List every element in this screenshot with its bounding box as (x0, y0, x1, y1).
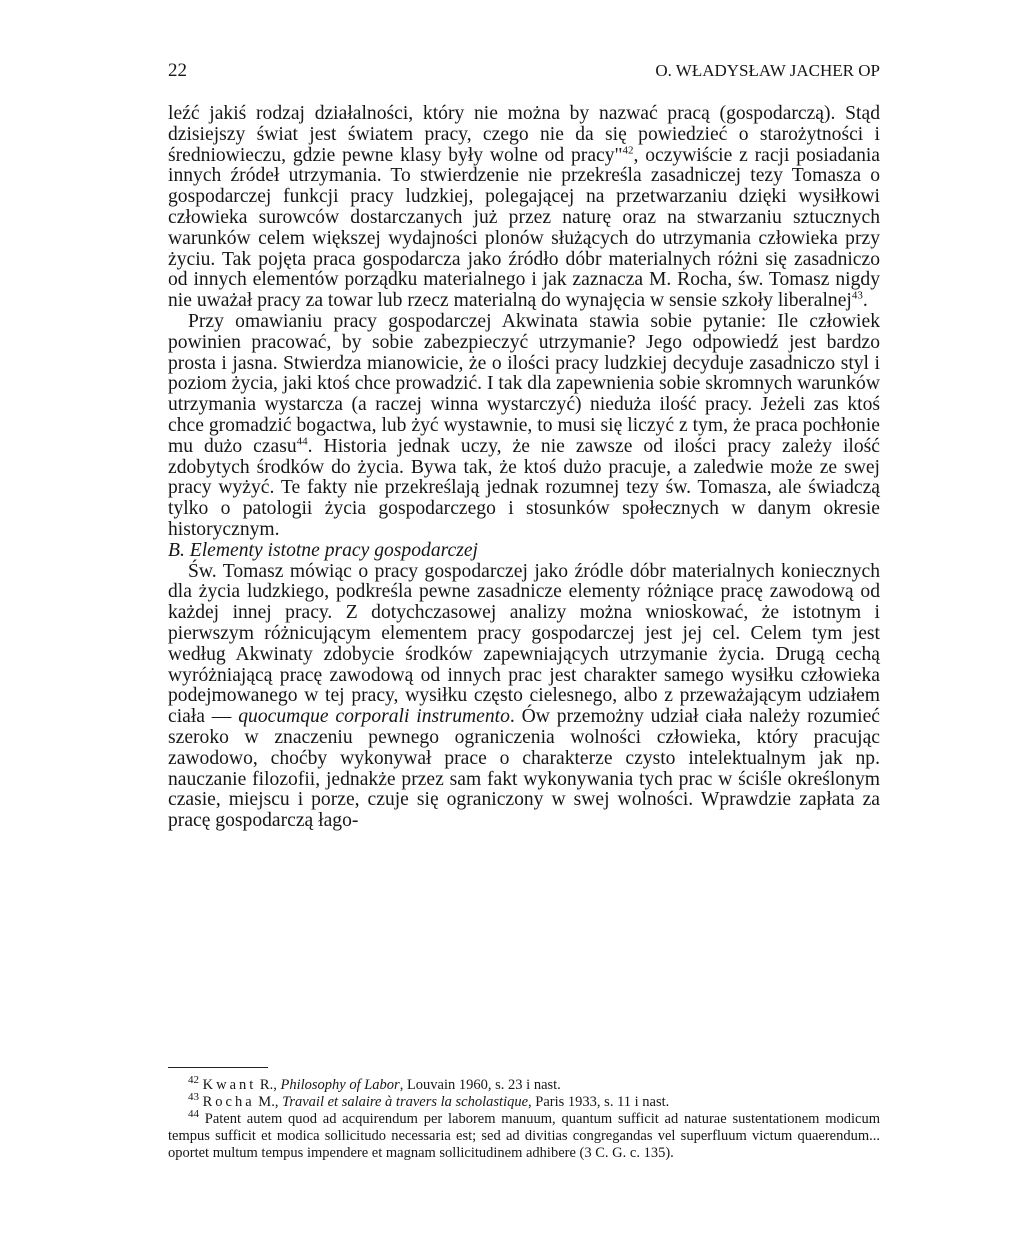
footnote-lead: M., (254, 1094, 283, 1110)
paragraph-3-text-a: Św. Tomasz mówiąc o pracy gospodarczej jako źródle dóbr materialnych koniecznych dla życia ludzkiego, podkreśla pewne zasadnicze elementy różniące pracę zawodową od każdej innej pracy. Z dotychczasowej analizy można wnioskować, że istotnym i pierwszym różnicującym elementem pracy gospodarczej jest jej cel. Celem tym jest według Akwinaty zdobycie środków zapewniających utrzymanie życia. Drugą cechą wyróżniającą pracę zawodową od innych prac jest charakter samego wysiłku człowieka podejmowanego w tej pracy, wysiłku często cielesnego, albo z przeważającym udziałem ciała — (168, 560, 880, 728)
paragraph-1 (168, 104, 880, 312)
paragraph-1-text-b: , oczywiście z racji posiadania innych źródeł utrzymania. To stwierdzenie nie przekreśla zasadniczej tezy Tomasza o gospodarczej funkcji pracy ludzkiej, polegającej na przetwarzaniu dzięki wysiłkowi człowieka surowców dostarczanych już przez naturę oraz na stwarzaniu sztucznych warunków celem większej wydajności plonów służących do utrzymania człowieka przy życiu. Tak pojęta praca gospodarcza jako źródło dóbr materialnych różni się zasadniczo od innych elementów porządku materialnego i jak zaznacza M. Rocha, św. Tomasz nigdy nie uważał pracy za towar lub rzecz materialną do wynajęcia w sensie szkoły liberalnej (168, 144, 881, 312)
footnote-ref-43: 43 (851, 289, 863, 302)
footnotes (168, 1074, 880, 1162)
running-title: O. WŁADYSŁAW JACHER OP (655, 61, 880, 80)
footnote-number: 44 (188, 1108, 199, 1121)
footnote-text: Patent autem quod ad acquirendum per laborem manuum, quantum sufficit ad naturae sustentationem modicum tempus sufficit et modica sollicitudo necessaria est; sed ad divitias congregandas vel superfluum victum quaerendum... oportet multum tempus impendere et magnam sollicitudinem adhibere (3 C. G. c. 135). (168, 1111, 880, 1161)
page-number: 22 (168, 60, 187, 81)
footnote-title: Philosophy of Labor (280, 1077, 400, 1093)
footnote-42 (168, 1074, 880, 1094)
footnote-ref-42: 42 (622, 144, 634, 157)
footnote-number: 42 (188, 1074, 199, 1087)
page-header (168, 60, 880, 88)
paragraph-2-text-a: Przy omawianiu pracy gospodarczej Akwinata stawia sobie pytanie: Ile człowiek powinien pracować, by sobie zabezpieczyć utrzymanie? Jego odpowiedź jest bardzo prosta i jasna. Stwierdza mianowicie, że o ilości pracy ludzkiej decyduje zasadniczo styl i poziom życia, jaki ktoś chce prowadzić. I tak dla zapewnienia sobie skromnych warunków utrzymania wystarcza (a raczej winna wystarczyć) nieduża ilość pracy. Jeżeli zas ktoś chce gromadzić bogactwa, lub żyć wystawnie, to musi się liczyć z tym, że praca pochłonie mu dużo czasu (168, 310, 880, 457)
footnote-divider (168, 1067, 268, 1068)
paragraph-2 (168, 312, 880, 541)
footnote-author: Rocha (202, 1094, 255, 1110)
footnote-author: Kwant (202, 1077, 257, 1093)
footnote-43 (168, 1091, 880, 1111)
main-text (168, 104, 880, 832)
paragraph-3-text-b: . Ów przemożny udział ciała należy rozumieć szeroko w znaczeniu pewnego ograniczenia wolności człowieka, który pracując zawodowo, choćby wykonywał prace o charakterze czysto intelektualnym jak np. nauczanie filozofii, jednakże przez sam fakt wykonywania tych prac w ściśle określonym czasie, miejscu i porze, czuje się ograniczony w swej wolności. Wprawdzie zapłata za pracę gospodarczą łago- (168, 706, 881, 832)
paragraph-2-text-b: . Historia jednak uczy, że nie zawsze od ilości pracy zależy ilość zdobytych środków do życia. Bywa tak, że ktoś dużo pracuje, a zaledwie może ze swej pracy wyżyć. Te fakty nie przekreślają jednak rozumnej tezy św. Tomasza, ale świadczą tylko o patologii życia gospodarczego i stosunków społecznych w danym okresie historycznym. (168, 435, 880, 540)
footnote-rest: , Paris 1933, s. 11 i nast. (528, 1094, 670, 1110)
paragraph-1-text-a: leźć jakiś rodzaj działalności, który nie można by nazwać pracą (gospodarczą). Stąd dzisiejszy świat jest światem pracy, czego nie da się powiedzieć o starożytności i średniowieczu, gdzie pewne klasy były wolne od pracy" (168, 103, 880, 166)
footnote-ref-44: 44 (296, 435, 308, 448)
footnote-title: Travail et salaire à travers la scholastique (282, 1094, 529, 1110)
latin-quote: quocumque corporali instrumento (238, 706, 510, 728)
footnote-number: 43 (188, 1091, 199, 1104)
paragraph-1-text-c: . (862, 290, 868, 312)
footnote-rest: , Louvain 1960, s. 23 i nast. (399, 1077, 561, 1093)
paragraph-3 (168, 562, 880, 832)
section-heading: B. Elementy istotne pracy gospodarczej (168, 539, 478, 561)
footnote-lead: R., (256, 1077, 281, 1093)
footnote-44 (168, 1108, 880, 1162)
